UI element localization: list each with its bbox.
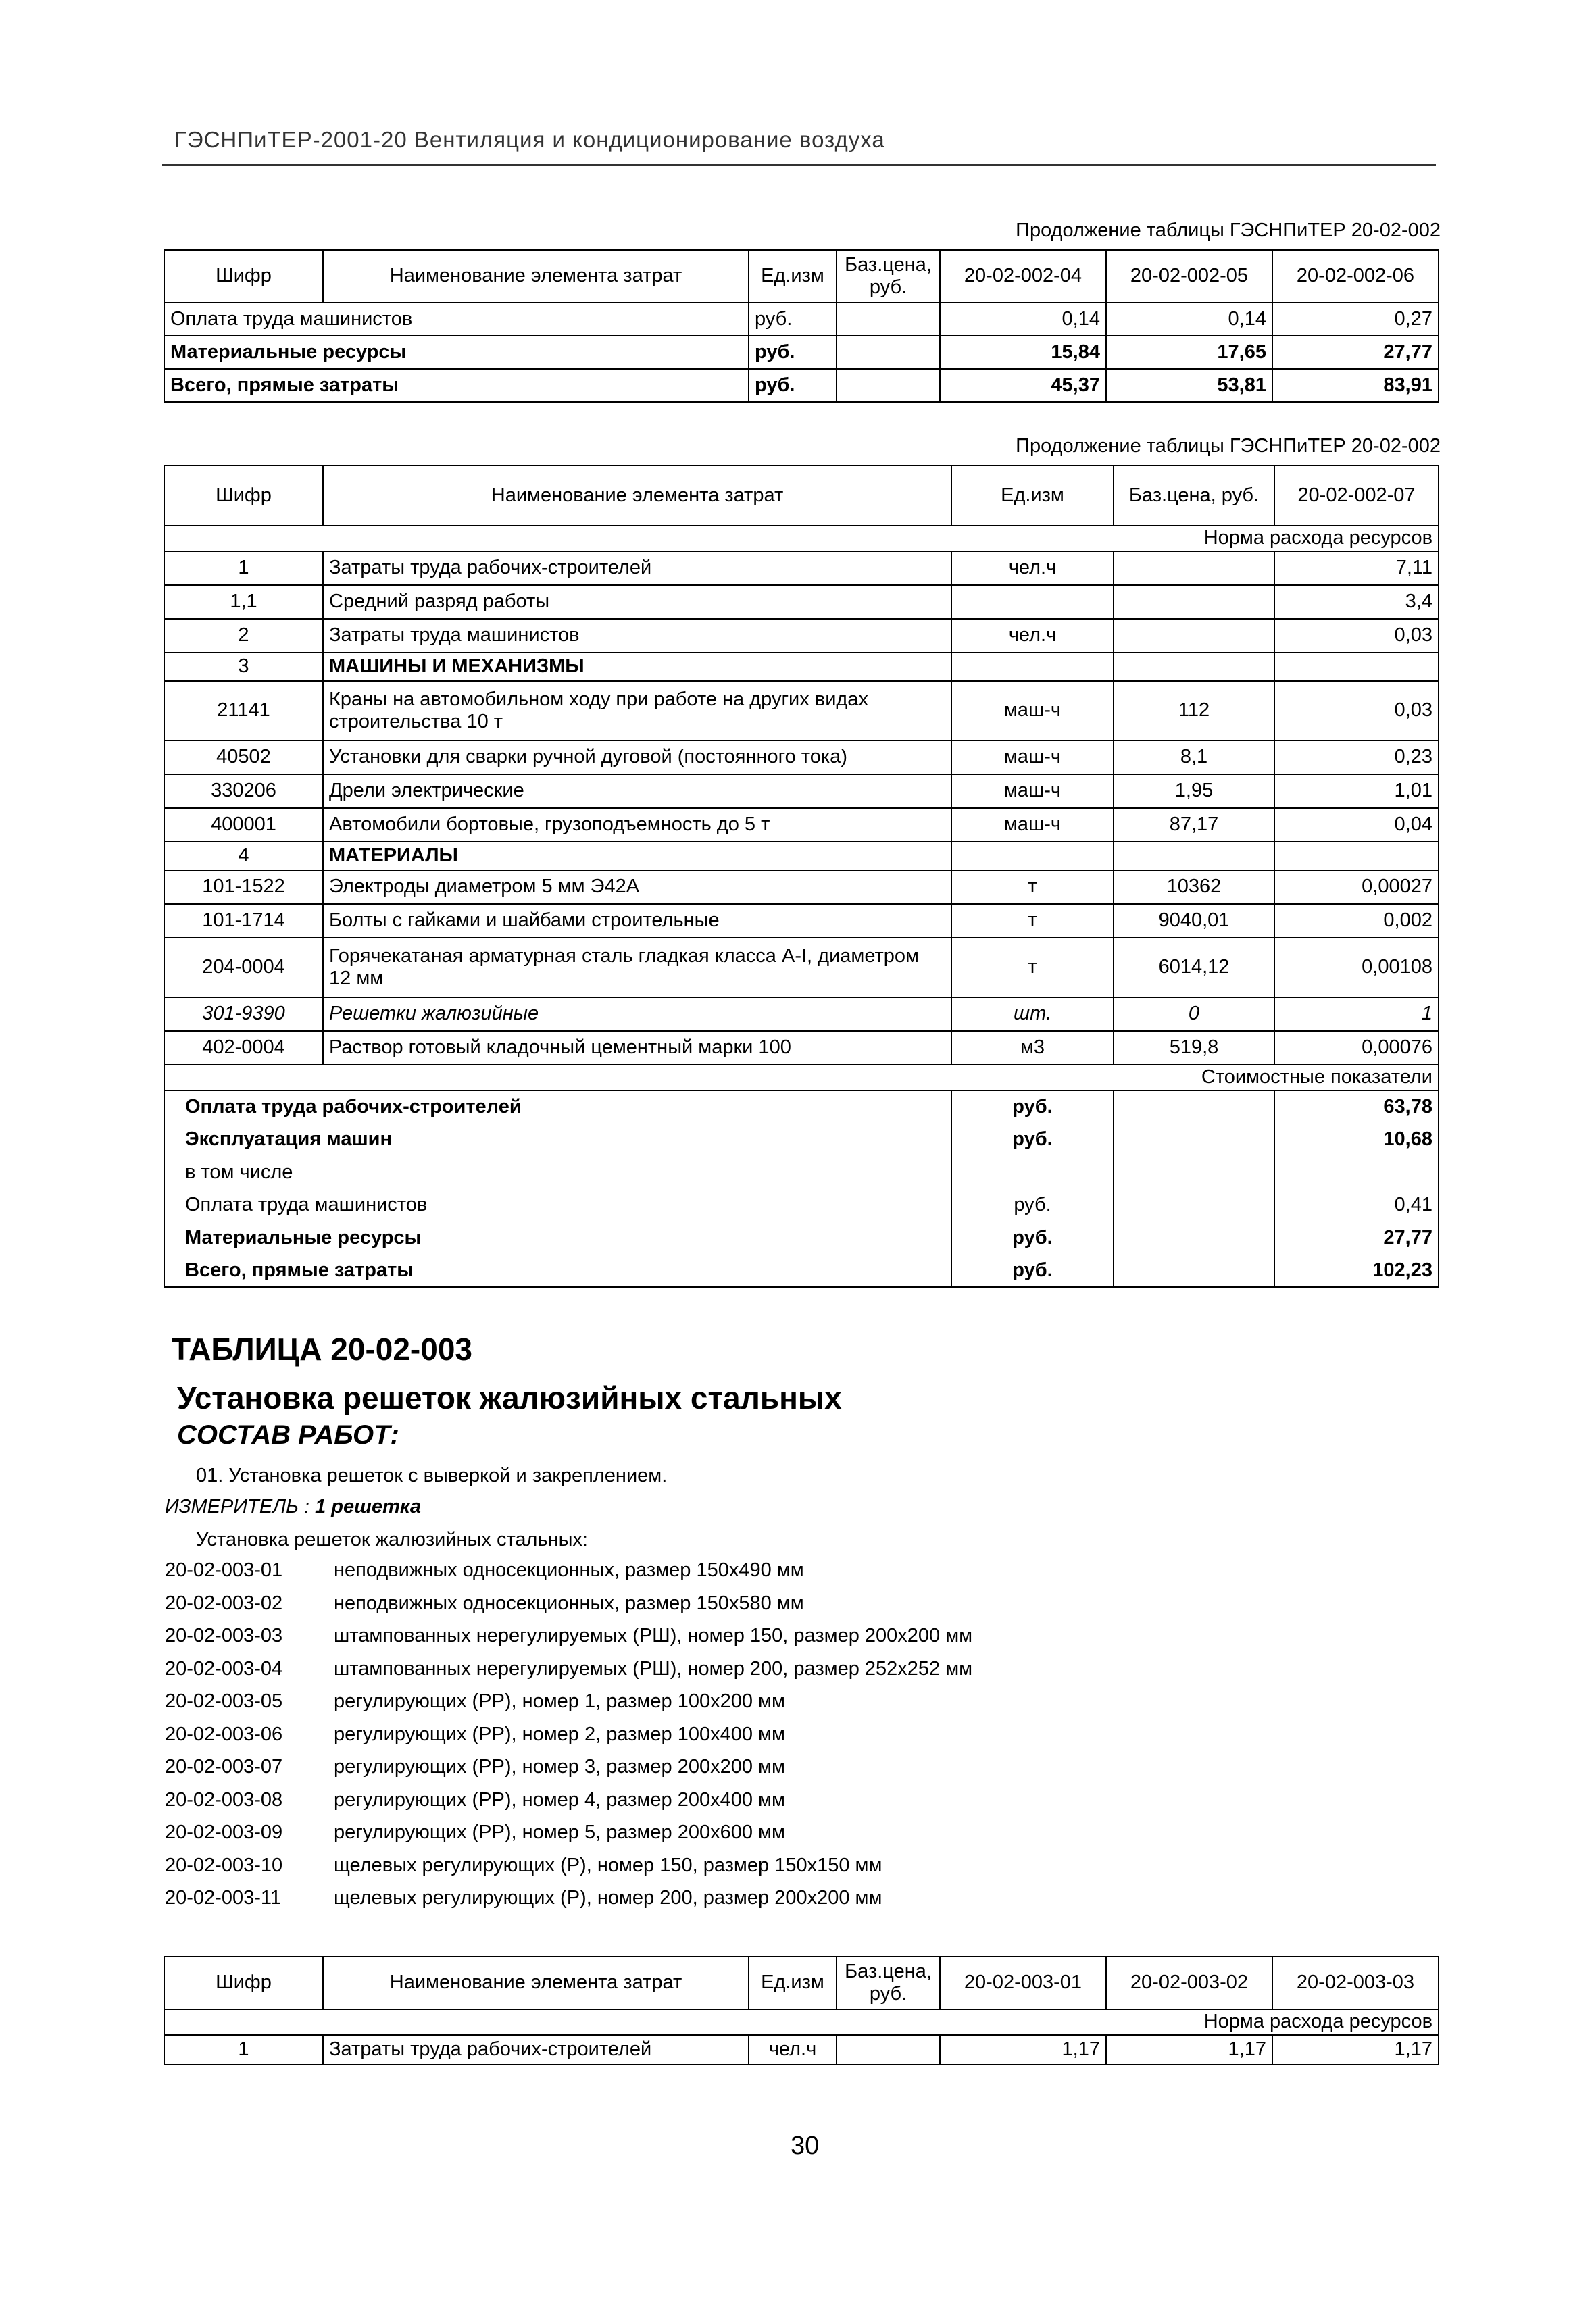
cost-caption: Стоимостные показатели bbox=[164, 1065, 1439, 1090]
row-code: 1,1 bbox=[164, 585, 323, 619]
cost-value: 63,78 bbox=[1274, 1090, 1439, 1124]
cost-name: Всего, прямые затраты bbox=[164, 1255, 951, 1288]
row-name: Оплата труда машинистов bbox=[164, 303, 749, 336]
table1-continuation: Продолжение таблицы ГЭСНПиТЕР 20-02-002 bbox=[1016, 220, 1441, 241]
table-row bbox=[164, 938, 1439, 997]
code-id: 20-02-003-11 bbox=[165, 1887, 281, 1909]
code-list-item bbox=[165, 1882, 972, 1915]
code-list-item bbox=[165, 1619, 972, 1653]
table1-header-name: Наименование элемента затрат bbox=[323, 250, 749, 303]
measure-unit-label: ИЗМЕРИТЕЛЬ : bbox=[165, 1496, 310, 1517]
row-name: Электроды диаметром 5 мм Э42А bbox=[323, 870, 951, 904]
table3-header-name: Наименование элемента затрат bbox=[323, 1957, 749, 2009]
row-unit: маш-ч bbox=[951, 774, 1114, 808]
code-description: щелевых регулирующих (Р), номер 150, размер 150х150 мм bbox=[334, 1854, 882, 1876]
cost-row bbox=[164, 1255, 1439, 1288]
row-name: Автомобили бортовые, грузоподъемность до 5 т bbox=[323, 808, 951, 842]
table2-header-row bbox=[164, 466, 1439, 526]
cost-name: Эксплуатация машин bbox=[164, 1124, 951, 1157]
code-description: неподвижных односекционных, размер 150х580 мм bbox=[334, 1592, 804, 1614]
code-list-item bbox=[165, 1653, 972, 1686]
table-row bbox=[164, 740, 1439, 774]
row-unit bbox=[951, 653, 1114, 681]
table-row bbox=[164, 842, 1439, 870]
table2-continuation: Продолжение таблицы ГЭСНПиТЕР 20-02-002 bbox=[1016, 435, 1441, 457]
row-value: 1 bbox=[1274, 997, 1439, 1031]
row-unit: руб. bbox=[749, 336, 837, 369]
row-value: 7,11 bbox=[1274, 551, 1439, 585]
table-row bbox=[164, 681, 1439, 740]
row-unit: маш-ч bbox=[951, 740, 1114, 774]
row-code: 204-0004 bbox=[164, 938, 323, 997]
row-unit: маш-ч bbox=[951, 808, 1114, 842]
table3-header-unit: Ед.изм bbox=[749, 1957, 837, 2009]
row-code: 301-9390 bbox=[164, 997, 323, 1031]
row-price: 6014,12 bbox=[1114, 938, 1274, 997]
row-value: 0,04 bbox=[1274, 808, 1439, 842]
cost-price bbox=[1114, 1124, 1274, 1157]
table-row bbox=[164, 653, 1439, 681]
row-unit bbox=[951, 842, 1114, 870]
code-description: регулирующих (РР), номер 1, размер 100х200 мм bbox=[334, 1690, 785, 1712]
row-value: 17,65 bbox=[1106, 336, 1272, 369]
code-list-item bbox=[165, 1751, 972, 1784]
row-code: 400001 bbox=[164, 808, 323, 842]
measure-unit-value: 1 решетка bbox=[315, 1496, 422, 1517]
row-code: 330206 bbox=[164, 774, 323, 808]
row-name: Болты с гайками и шайбами строительные bbox=[323, 904, 951, 938]
row-name: Затраты труда рабочих-строителей bbox=[323, 2035, 749, 2065]
row-value: 1,17 bbox=[1106, 2035, 1272, 2065]
row-unit bbox=[951, 585, 1114, 619]
row-unit: руб. bbox=[749, 303, 837, 336]
row-price: 1,95 bbox=[1114, 774, 1274, 808]
row-price: 9040,01 bbox=[1114, 904, 1274, 938]
cost-unit: руб. bbox=[951, 1124, 1114, 1157]
row-name: Затраты труда рабочих-строителей bbox=[323, 551, 951, 585]
row-code: 3 bbox=[164, 653, 323, 681]
code-list-item bbox=[165, 1718, 972, 1751]
table2-header-name: Наименование элемента затрат bbox=[323, 466, 951, 526]
table-row bbox=[164, 369, 1439, 402]
row-price bbox=[1114, 619, 1274, 653]
table-row bbox=[164, 619, 1439, 653]
code-description: регулирующих (РР), номер 3, размер 200х200 мм bbox=[334, 1756, 785, 1778]
row-unit: чел.ч bbox=[951, 551, 1114, 585]
table-row bbox=[164, 2035, 1439, 2065]
code-id: 20-02-003-04 bbox=[165, 1657, 283, 1680]
row-name: Раствор готовый кладочный цементный марки 100 bbox=[323, 1031, 951, 1065]
row-name: Материальные ресурсы bbox=[164, 336, 749, 369]
table1-header-col1: 20-02-002-04 bbox=[940, 250, 1106, 303]
work-composition-heading: СОСТАВ РАБОТ: bbox=[177, 1420, 399, 1450]
row-value: 83,91 bbox=[1272, 369, 1439, 402]
row-price bbox=[1114, 653, 1274, 681]
row-name: МАШИНЫ И МЕХАНИЗМЫ bbox=[323, 653, 951, 681]
table2-header-price: Баз.цена, руб. bbox=[1114, 466, 1274, 526]
row-name: Краны на автомобильном ходу при работе на других видах строительства 10 т bbox=[323, 681, 951, 740]
row-name: Решетки жалюзийные bbox=[323, 997, 951, 1031]
row-value: 0,27 bbox=[1272, 303, 1439, 336]
row-name: МАТЕРИАЛЫ bbox=[323, 842, 951, 870]
cost-price bbox=[1114, 1222, 1274, 1255]
table3-header-code: Шифр bbox=[164, 1957, 323, 2009]
row-price bbox=[1114, 842, 1274, 870]
row-value: 1,17 bbox=[940, 2035, 1106, 2065]
code-description: штампованных нерегулируемых (РШ), номер 150, размер 200х200 мм bbox=[334, 1625, 973, 1646]
header-rule bbox=[162, 164, 1436, 166]
row-value: 0,00027 bbox=[1274, 870, 1439, 904]
row-value: 0,03 bbox=[1274, 619, 1439, 653]
cost-value: 102,23 bbox=[1274, 1255, 1439, 1288]
row-value bbox=[1274, 653, 1439, 681]
row-code: 2 bbox=[164, 619, 323, 653]
table3-header-col2: 20-02-003-02 bbox=[1106, 1957, 1272, 2009]
cost-row bbox=[164, 1189, 1439, 1222]
row-value: 0,14 bbox=[940, 303, 1106, 336]
table-row bbox=[164, 1031, 1439, 1065]
row-value: 1,01 bbox=[1274, 774, 1439, 808]
row-code: 4 bbox=[164, 842, 323, 870]
table1-header-row bbox=[164, 250, 1439, 303]
code-id: 20-02-003-07 bbox=[165, 1756, 283, 1778]
table-subtitle: Установка решеток жалюзийных стальных bbox=[177, 1380, 842, 1415]
row-value: 0,23 bbox=[1274, 740, 1439, 774]
row-unit: т bbox=[951, 938, 1114, 997]
code-description: щелевых регулирующих (Р), номер 200, размер 200х200 мм bbox=[334, 1887, 882, 1909]
row-value: 27,77 bbox=[1272, 336, 1439, 369]
cost-row bbox=[164, 1090, 1439, 1124]
cost-name: Материальные ресурсы bbox=[164, 1222, 951, 1255]
row-code: 402-0004 bbox=[164, 1031, 323, 1065]
cost-name: Оплата труда машинистов bbox=[164, 1189, 951, 1222]
code-id: 20-02-003-08 bbox=[165, 1788, 283, 1811]
cost-value: 0,41 bbox=[1274, 1189, 1439, 1222]
code-list-item bbox=[165, 1554, 972, 1587]
row-price bbox=[837, 369, 940, 402]
row-name: Дрели электрические bbox=[323, 774, 951, 808]
row-unit: маш-ч bbox=[951, 681, 1114, 740]
row-price bbox=[837, 303, 940, 336]
code-id: 20-02-003-10 bbox=[165, 1854, 283, 1876]
table-row bbox=[164, 870, 1439, 904]
cost-row bbox=[164, 1222, 1439, 1255]
table2 bbox=[164, 465, 1439, 1288]
table-title: ТАБЛИЦА 20-02-003 bbox=[172, 1332, 472, 1367]
table2-header-unit: Ед.изм bbox=[951, 466, 1114, 526]
row-unit: руб. bbox=[749, 369, 837, 402]
code-list-item bbox=[165, 1587, 972, 1620]
norm-caption-row bbox=[164, 2009, 1439, 2035]
cost-price bbox=[1114, 1090, 1274, 1124]
row-name: Всего, прямые затраты bbox=[164, 369, 749, 402]
cost-row bbox=[164, 1124, 1439, 1157]
row-unit: шт. bbox=[951, 997, 1114, 1031]
cost-unit: руб. bbox=[951, 1255, 1114, 1288]
row-unit: т bbox=[951, 904, 1114, 938]
row-unit: чел.ч bbox=[951, 619, 1114, 653]
cost-unit bbox=[951, 1156, 1114, 1189]
row-price bbox=[1114, 551, 1274, 585]
row-name: Средний разряд работы bbox=[323, 585, 951, 619]
code-list-item bbox=[165, 1685, 972, 1718]
row-value: 45,37 bbox=[940, 369, 1106, 402]
table-row bbox=[164, 774, 1439, 808]
table-row bbox=[164, 551, 1439, 585]
work-item: 01. Установка решеток с выверкой и закреплением. bbox=[196, 1465, 668, 1486]
norm-caption-row bbox=[164, 526, 1439, 551]
page-number: 30 bbox=[791, 2132, 820, 2160]
row-code: 21141 bbox=[164, 681, 323, 740]
table-row bbox=[164, 997, 1439, 1031]
table1-header-col3: 20-02-002-06 bbox=[1272, 250, 1439, 303]
row-code: 101-1522 bbox=[164, 870, 323, 904]
row-price: 10362 bbox=[1114, 870, 1274, 904]
cost-value: 10,68 bbox=[1274, 1124, 1439, 1157]
cost-name: в том числе bbox=[164, 1156, 951, 1189]
table-row bbox=[164, 904, 1439, 938]
cost-unit: руб. bbox=[951, 1189, 1114, 1222]
code-id: 20-02-003-02 bbox=[165, 1592, 283, 1614]
table-row bbox=[164, 808, 1439, 842]
cost-caption-row bbox=[164, 1065, 1439, 1090]
row-value: 0,14 bbox=[1106, 303, 1272, 336]
table1-header-unit: Ед.изм bbox=[749, 250, 837, 303]
row-code: 1 bbox=[164, 551, 323, 585]
row-code: 40502 bbox=[164, 740, 323, 774]
table1-header-price: Баз.цена, руб. bbox=[837, 250, 940, 303]
row-price: 112 bbox=[1114, 681, 1274, 740]
table3-header-price: Баз.цена, руб. bbox=[837, 1957, 940, 2009]
code-id: 20-02-003-03 bbox=[165, 1625, 283, 1646]
measure-unit-line bbox=[165, 1496, 421, 1518]
table2-header-code: Шифр bbox=[164, 466, 323, 526]
table-row bbox=[164, 303, 1439, 336]
table2-cost-rows bbox=[164, 1090, 1439, 1287]
row-price: 0 bbox=[1114, 997, 1274, 1031]
row-value: 0,03 bbox=[1274, 681, 1439, 740]
table3-header-col3: 20-02-003-03 bbox=[1272, 1957, 1439, 2009]
table2-header-col1: 20-02-002-07 bbox=[1274, 466, 1439, 526]
cost-price bbox=[1114, 1156, 1274, 1189]
cost-unit: руб. bbox=[951, 1090, 1114, 1124]
row-price bbox=[837, 2035, 940, 2065]
cost-price bbox=[1114, 1189, 1274, 1222]
cost-value: 27,77 bbox=[1274, 1222, 1439, 1255]
row-value: 15,84 bbox=[940, 336, 1106, 369]
row-value: 0,00108 bbox=[1274, 938, 1439, 997]
code-description: неподвижных односекционных, размер 150х490 мм bbox=[334, 1559, 804, 1581]
row-value: 0,00076 bbox=[1274, 1031, 1439, 1065]
cost-row bbox=[164, 1156, 1439, 1189]
table3 bbox=[164, 1956, 1439, 2065]
code-description: регулирующих (РР), номер 5, размер 200х600 мм bbox=[334, 1821, 785, 1843]
row-value bbox=[1274, 842, 1439, 870]
row-unit: м3 bbox=[951, 1031, 1114, 1065]
row-price: 8,1 bbox=[1114, 740, 1274, 774]
code-description: штампованных нерегулируемых (РШ), номер 200, размер 252х252 мм bbox=[334, 1657, 973, 1680]
cost-unit: руб. bbox=[951, 1222, 1114, 1255]
row-value: 3,4 bbox=[1274, 585, 1439, 619]
row-price: 87,17 bbox=[1114, 808, 1274, 842]
row-name: Установки для сварки ручной дуговой (постоянного тока) bbox=[323, 740, 951, 774]
table-row bbox=[164, 336, 1439, 369]
code-description: регулирующих (РР), номер 4, размер 200х400 мм bbox=[334, 1788, 785, 1811]
row-code: 1 bbox=[164, 2035, 323, 2065]
table3-header-col1: 20-02-003-01 bbox=[940, 1957, 1106, 2009]
codes-intro: Установка решеток жалюзийных стальных: bbox=[196, 1529, 588, 1551]
code-id: 20-02-003-06 bbox=[165, 1723, 283, 1745]
cost-price bbox=[1114, 1255, 1274, 1288]
table3-header-row bbox=[164, 1957, 1439, 2009]
norm-caption: Норма расхода ресурсов bbox=[164, 2009, 1439, 2035]
row-name: Горячекатаная арматурная сталь гладкая класса А-I, диаметром 12 мм bbox=[323, 938, 951, 997]
table1-header-code: Шифр bbox=[164, 250, 323, 303]
row-value: 0,002 bbox=[1274, 904, 1439, 938]
code-list-item bbox=[165, 1849, 972, 1882]
row-unit: чел.ч bbox=[749, 2035, 837, 2065]
code-list-item bbox=[165, 1816, 972, 1849]
table2-resource-rows bbox=[164, 551, 1439, 1065]
norm-caption: Норма расхода ресурсов bbox=[164, 526, 1439, 551]
code-list-item bbox=[165, 1784, 972, 1817]
row-price bbox=[1114, 585, 1274, 619]
row-unit: т bbox=[951, 870, 1114, 904]
row-price bbox=[837, 336, 940, 369]
row-price: 519,8 bbox=[1114, 1031, 1274, 1065]
table-row bbox=[164, 585, 1439, 619]
running-header: ГЭСНПиТЕР-2001-20 Вентиляция и кондиционирование воздуха bbox=[174, 127, 885, 152]
table1 bbox=[164, 249, 1439, 403]
table1-header-col2: 20-02-002-05 bbox=[1106, 250, 1272, 303]
row-code: 101-1714 bbox=[164, 904, 323, 938]
code-id: 20-02-003-09 bbox=[165, 1821, 283, 1843]
codes-list bbox=[165, 1554, 972, 1915]
cost-name: Оплата труда рабочих-строителей bbox=[164, 1090, 951, 1124]
row-name: Затраты труда машинистов bbox=[323, 619, 951, 653]
code-id: 20-02-003-01 bbox=[165, 1559, 283, 1581]
code-id: 20-02-003-05 bbox=[165, 1690, 283, 1712]
code-description: регулирующих (РР), номер 2, размер 100х400 мм bbox=[334, 1723, 785, 1745]
cost-value bbox=[1274, 1156, 1439, 1189]
row-value: 53,81 bbox=[1106, 369, 1272, 402]
row-value: 1,17 bbox=[1272, 2035, 1439, 2065]
